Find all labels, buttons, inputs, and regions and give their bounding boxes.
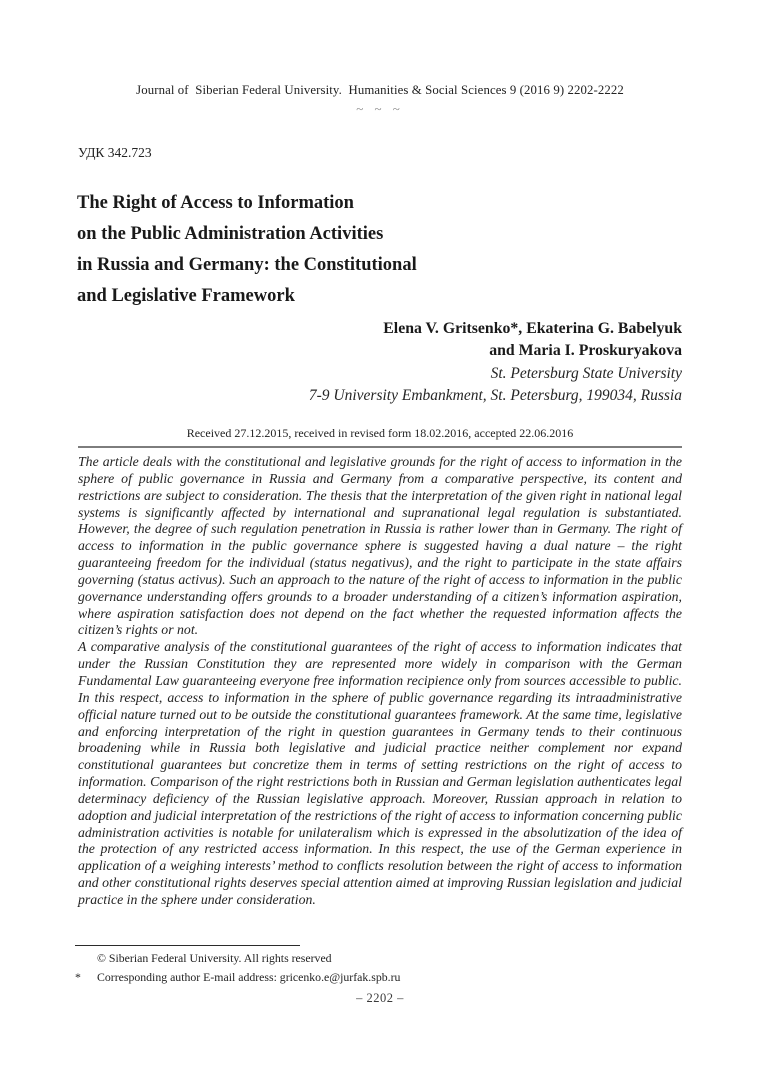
title-line-1: The Right of Access to Information — [77, 193, 354, 213]
affiliation-line-1: St. Petersburg State University — [490, 365, 682, 382]
affiliation — [78, 363, 682, 406]
copyright-notice: © Siberian Federal University. All rights reserved — [97, 951, 332, 965]
abstract-paragraph-2: A comparative analysis of the constitutional guarantees of the right of access to information indicates that under the Russian Constitution they are represented more widely in comparison with the German Fundamental Law guaranteeing everyone free information recipience only from sources accessible to public. In this respect, access to information in the sphere of public governance regarding its intraadministrative official nature turned out to be outside the constitutional guarantees framework. At the same time, legislative and enforcing interpretation of the right in question guarantees in Germany tends to their continuous broadening while in Russia both legislative and judicial practice neither complement nor expand constitutional guarantees but concretize them in terms of setting restrictions on the right of access to information. Comparison of the right restrictions both in Russian and German legislation authenticates legal determinacy deficiency of the Russian legislative approach. Moreover, Russian approach in relation to adoption and judicial interpretation of the restrictions of the right of access to information concerning public administration activities is notable for unilateralism which is expressed in the absolutization of the idea of the protection of any restricted access information. In this respect, the use of the German experience in application of a weighing interests’ method to conflicts resolution between the right of access to information and other constitutional rights deserves special attention aimed at improving Russian legislation and judicial practice in the sphere under consideration. — [78, 639, 682, 907]
udk-number: УДК 342.723 — [78, 145, 152, 160]
title-line-3: in Russia and Germany: the Constitutional — [77, 255, 417, 275]
authors-line-2: and Maria I. Proskuryakova — [489, 341, 682, 359]
received-dates: Received 27.12.2015, received in revised form 18.02.2016, accepted 22.06.2016 — [186, 426, 574, 440]
footnote-rule — [75, 945, 300, 946]
tilde-ornament: ~ ~ ~ — [356, 101, 404, 116]
title-line-2: on the Public Administration Activities — [77, 224, 384, 244]
title-line-4: and Legislative Framework — [77, 286, 295, 306]
authors-line-1: Elena V. Gritsenko*, Ekaterina G. Babelyuk — [383, 320, 682, 337]
abstract-separator-rule — [78, 446, 682, 448]
affiliation-line-2: 7-9 University Embankment, St. Petersburg, 199034, Russia — [308, 386, 682, 404]
journal-header: Journal of Siberian Federal University. Humanities & Social Sciences 9 (2016 9) 2202-2222 — [136, 83, 624, 97]
corresponding-author-footnote — [75, 970, 400, 985]
footnote-asterisk-marker: * — [75, 970, 81, 984]
abstract — [78, 454, 682, 909]
abstract-paragraph-1: The article deals with the constitutional and legislative grounds for the right of access to information in the sphere of public governance in Russia and Germany from a comparative perspective, its content and restrictions are subject to consideration. The thesis that the interpretation of the given right in national legal systems is significantly affected by international and supranational legal regulation is substantiated. However, the degree of such regulation penetration in Russia is rather lower than in Germany. The right of access to information in the public governance sphere is suggested having a dual nature – the right guaranteeing freedom for the individual (status negativus), and the right to participate in the state affairs governing (status activus). Such an approach to the nature of the right of access to information in the public governance understanding offers grounds to a broader understanding of a citizen’s information aspiration, where aspiration satisfaction does not depend on the fact whether the requested information affects the citizen’s rights or not. — [78, 454, 682, 638]
authors — [78, 318, 682, 361]
page-number: – 2202 – — [356, 991, 404, 1005]
article-title — [77, 188, 637, 312]
corresponding-author-text: Corresponding author E-mail address: gricenko.e@jurfak.spb.ru — [97, 970, 401, 984]
